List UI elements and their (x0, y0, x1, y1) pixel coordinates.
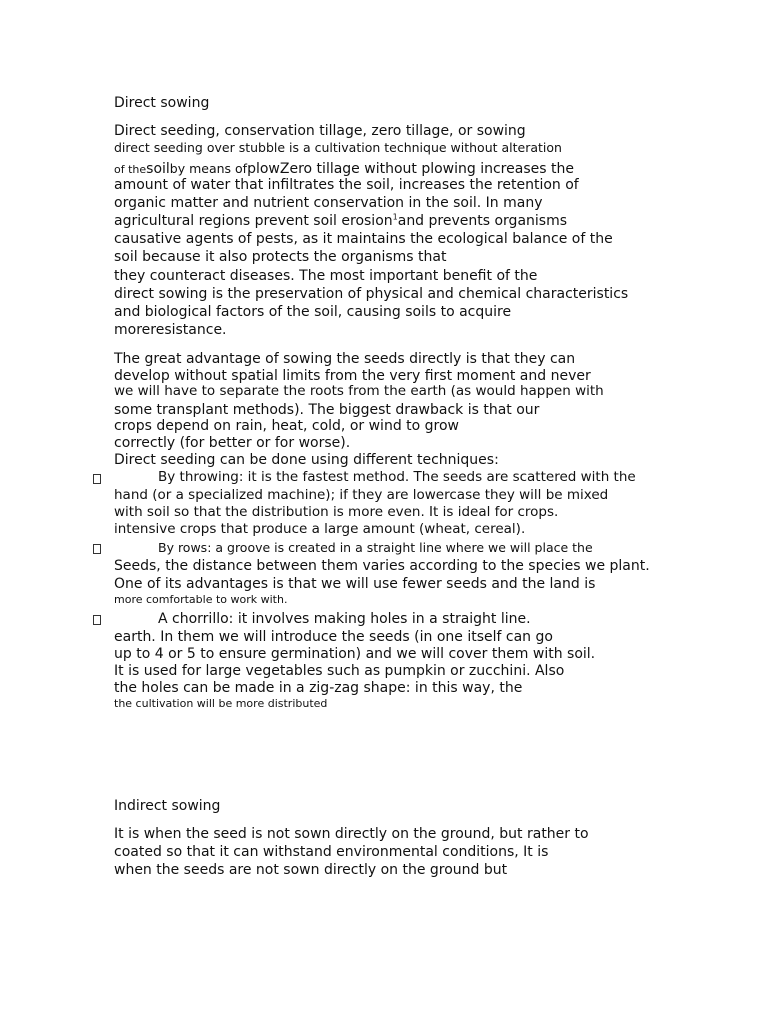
paragraph-line: when the seeds are not sown directly on the ground but (114, 862, 508, 878)
text-fragment: of the (114, 163, 147, 176)
bullet-line: earth. In them we will introduce the seeds (in one itself can go (114, 629, 553, 645)
bullet-line: up to 4 or 5 to ensure germination) and we will cover them with soil. (114, 646, 596, 662)
bullet-line: the cultivation will be more distributed (114, 697, 328, 710)
bullet-first-line: A chorrillo: it involves making holes in a straight line. (158, 611, 531, 627)
section-heading-direct-sowing: Direct sowing (114, 95, 210, 111)
text-fragment: Zero tillage without plowing increases the (279, 161, 574, 177)
bullet-line: with soil so that the distribution is more even. It is ideal for crops. (114, 504, 559, 520)
bullet-line: intensive crops that produce a large amount (wheat, cereal). (114, 521, 526, 537)
paragraph-line: they counteract diseases. The most important benefit of the (114, 268, 538, 284)
paragraph-line: correctly (for better or for worse). (114, 435, 351, 451)
bullet-line: Seeds, the distance between them varies according to the species we plant. (114, 558, 650, 574)
text-fragment: by means of (169, 161, 248, 176)
section-heading-indirect-sowing: Indirect sowing (114, 798, 221, 814)
bullet-box-icon (93, 544, 101, 554)
paragraph-line-mixed (114, 214, 567, 228)
paragraph-line: The great advantage of sowing the seeds directly is that they can (114, 351, 576, 367)
text-fragment: plow (247, 161, 280, 177)
bullet-line: more comfortable to work with. (114, 593, 288, 606)
paragraph-line: we will have to separate the roots from the earth (as would happen with (114, 383, 604, 399)
bullet-box-icon (93, 474, 101, 484)
paragraph-line: causative agents of pests, as it maintains the ecological balance of the (114, 231, 613, 247)
paragraph-line: amount of water that infiltrates the soil, increases the retention of (114, 177, 579, 193)
bullet-line: hand (or a specialized machine); if they are lowercase they will be mixed (114, 487, 609, 503)
bullet-first-line: By throwing: it is the fastest method. The seeds are scattered with the (158, 469, 636, 485)
text-fragment: agricultural regions prevent soil erosion (114, 213, 393, 229)
bullet-line: It is used for large vegetables such as pumpkin or zucchini. Also (114, 663, 565, 679)
paragraph-line: moreresistance. (114, 322, 227, 338)
paragraph-line: and biological factors of the soil, causing soils to acquire (114, 304, 512, 320)
text-fragment: soil (146, 161, 170, 177)
paragraph-line: develop without spatial limits from the very first moment and never (114, 368, 591, 384)
paragraph-line: soil because it also protects the organisms that (114, 249, 447, 265)
paragraph-line: crops depend on rain, heat, cold, or wind to grow (114, 418, 460, 434)
paragraph-line-mixed (114, 160, 574, 176)
paragraph-line: direct seeding over stubble is a cultivation technique without alteration (114, 140, 562, 155)
paragraph-line: Direct seeding, conservation tillage, zero tillage, or sowing (114, 123, 526, 139)
bullet-line: One of its advantages is that we will use fewer seeds and the land is (114, 576, 596, 592)
paragraph-line: coated so that it can withstand environmental conditions, It is (114, 844, 549, 860)
paragraph-line: some transplant methods). The biggest drawback is that our (114, 402, 540, 418)
bullet-line: the holes can be made in a zig-zag shape: in this way, the (114, 680, 523, 696)
paragraph-line: direct sowing is the preservation of physical and chemical characteristics (114, 286, 629, 302)
bullet-box-icon (93, 615, 101, 625)
text-fragment: and prevents organisms (397, 213, 568, 229)
paragraph-line: organic matter and nutrient conservation in the soil. In many (114, 195, 543, 211)
bullet-first-line: By rows: a groove is created in a straight line where we will place the (158, 540, 593, 555)
paragraph-line: Direct seeding can be done using different techniques: (114, 452, 499, 468)
paragraph-line: It is when the seed is not sown directly on the ground, but rather to (114, 826, 589, 842)
footnote-marker: 1 (392, 212, 398, 222)
